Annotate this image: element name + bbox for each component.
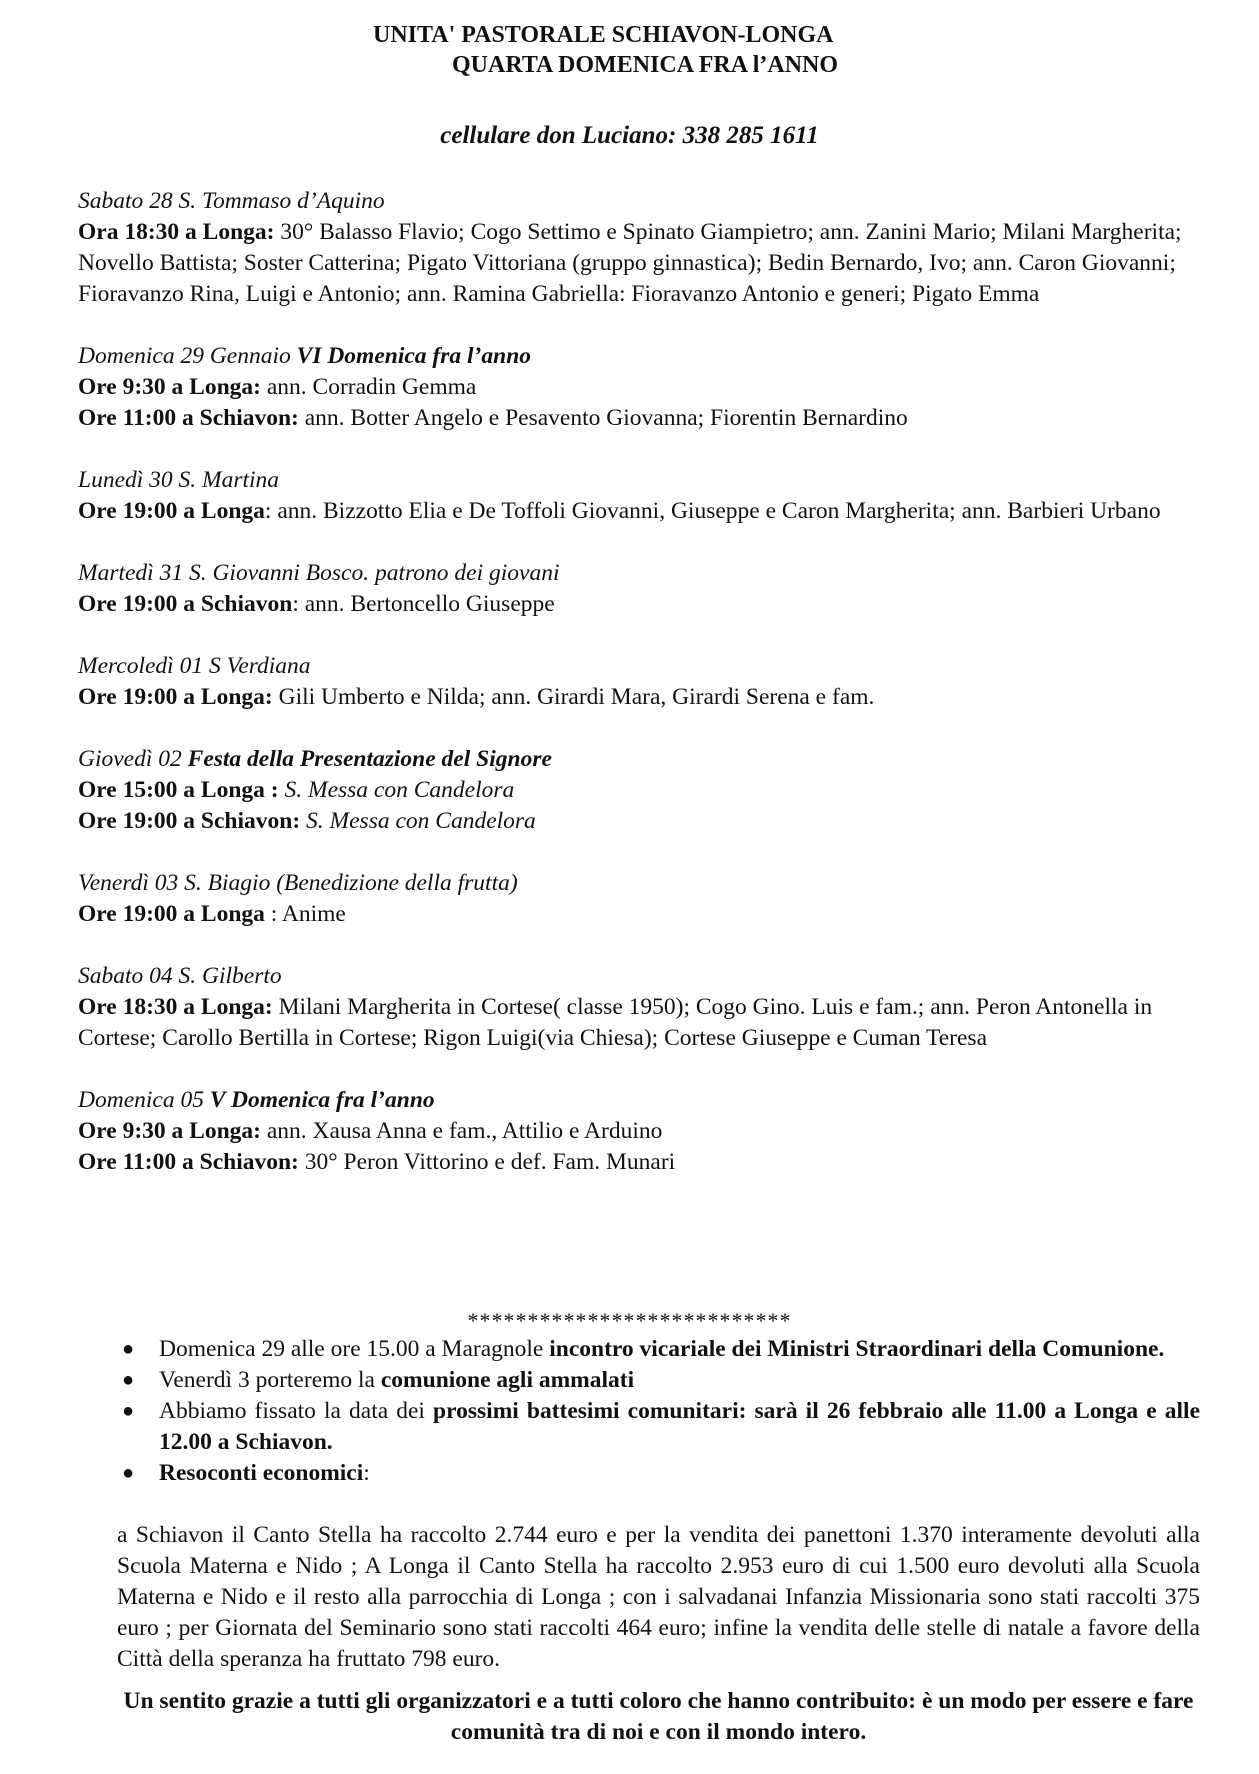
event-heading bbox=[78, 1085, 1233, 1116]
mass-time-place: Ore 19:00 a Schiavon bbox=[78, 591, 293, 617]
event-day: Venerdì 03 S. Biagio (Benedizione della frutta) bbox=[78, 870, 518, 896]
event-block bbox=[78, 1085, 1233, 1178]
mass-intentions: ann. Corradin Gemma bbox=[261, 374, 477, 400]
mass-time-place: Ore 18:30 a Longa: bbox=[78, 994, 273, 1020]
bullet-icon: ● bbox=[122, 1400, 135, 1422]
notice-text: Venerdì 3 porteremo la bbox=[159, 1367, 381, 1393]
event-block bbox=[78, 961, 1233, 1054]
mass-intentions: S. Messa con Candelora bbox=[284, 777, 515, 803]
mass-row bbox=[78, 372, 1233, 403]
notice-text: Abbiamo fissato la data dei bbox=[159, 1398, 434, 1424]
event-feast: VI Domenica fra l’anno bbox=[296, 343, 532, 369]
notice-highlight: prossimi battesimi comunitari: sarà il 26 febbraio alle 11.00 a Longa e alle 12.00 a Schiavon. bbox=[159, 1398, 1200, 1455]
notice-text: Domenica 29 alle ore 15.00 a Maragnole bbox=[159, 1336, 550, 1362]
mass-time-place: Ore 11:00 a Schiavon: bbox=[78, 405, 299, 431]
event-heading bbox=[78, 651, 1233, 682]
mass-intentions: ann. Botter Angelo e Pesavento Giovanna; Fiorentin Bernardino bbox=[298, 405, 908, 431]
event-block bbox=[78, 341, 1233, 434]
notice-highlight: Resoconti economici bbox=[159, 1460, 364, 1486]
event-day: Martedì 31 S. Giovanni Bosco. patrono dei giovani bbox=[78, 560, 560, 586]
mass-intentions: 30° Peron Vittorino e def. Fam. Munari bbox=[298, 1149, 676, 1175]
event-day: Sabato 28 S. Tommaso d’Aquino bbox=[78, 188, 385, 214]
mass-row bbox=[78, 1147, 1233, 1178]
mass-intentions: : ann. Bertoncello Giuseppe bbox=[292, 591, 555, 617]
section-separator: *************************** bbox=[467, 1308, 792, 1333]
event-block bbox=[78, 558, 1233, 620]
event-heading bbox=[78, 465, 1233, 496]
mass-time-place: Ore 19:00 a Longa bbox=[78, 901, 265, 927]
mass-time-place: Ora 18:30 a Longa: bbox=[78, 219, 275, 245]
mass-intentions: S. Messa con Candelora bbox=[306, 808, 536, 834]
event-heading bbox=[78, 868, 1233, 899]
notice-highlight: incontro vicariale dei Ministri Straordinari della Comunione. bbox=[549, 1336, 1165, 1362]
mass-row bbox=[78, 1116, 1233, 1147]
closing-thanks: Un sentito grazie a tutti gli organizzatori e a tutti coloro che hanno contribuito: è un modo per essere e fare comunità tra di noi e con il mondo intero. bbox=[123, 1688, 1194, 1745]
event-day: Mercoledì 01 S Verdiana bbox=[78, 653, 311, 679]
mass-row bbox=[78, 217, 1233, 310]
mass-time-place: Ore 19:00 a Longa bbox=[78, 498, 265, 524]
mass-row bbox=[78, 589, 1233, 620]
mass-intentions: : Anime bbox=[264, 901, 346, 927]
notices-list bbox=[117, 1334, 1200, 1489]
mass-time-place: Ore 19:00 a Longa: bbox=[78, 684, 273, 710]
bulletin-title-line2: QUARTA DOMENICA FRA l’ANNO bbox=[452, 52, 839, 78]
mass-time-place: Ore 9:30 a Longa: bbox=[78, 374, 261, 400]
event-day: Giovedì 02 bbox=[78, 746, 188, 772]
event-heading bbox=[78, 341, 1233, 372]
event-heading bbox=[78, 558, 1233, 589]
event-heading bbox=[78, 961, 1233, 992]
phone-contact: cellulare don Luciano: 338 285 1611 bbox=[440, 122, 819, 149]
mass-row bbox=[78, 899, 1233, 930]
mass-time-place: Ore 15:00 a Longa : bbox=[78, 777, 285, 803]
mass-intentions: Gili Umberto e Nilda; ann. Girardi Mara, Girardi Serena e fam. bbox=[272, 684, 875, 710]
bulletin-title-line1: UNITA' PASTORALE SCHIAVON-LONGA bbox=[373, 22, 834, 48]
mass-intentions: : ann. Bizzotto Elia e De Toffoli Giovanni, Giuseppe e Caron Margherita; ann. Barbieri Urbano bbox=[264, 498, 1161, 524]
mass-time-place: Ore 9:30 a Longa: bbox=[78, 1118, 261, 1144]
event-heading bbox=[78, 186, 1233, 217]
event-block bbox=[78, 465, 1233, 527]
event-block bbox=[78, 868, 1233, 930]
mass-row bbox=[78, 806, 1233, 837]
notice-item bbox=[117, 1458, 1200, 1489]
notice-item bbox=[117, 1334, 1200, 1365]
mass-intentions: 30° Balasso Flavio; Cogo Settimo e Spinato Giampietro; ann. Zanini Mario; Milani Margherita; Novello Battista; Soster Catterina; Pigato Vittoriana (gruppo ginnastica); Bedin Bernardo, Ivo; ann. Caron Giovanni; Fioravanzo Rina, Luigi e Antonio; ann. Ramina Gabriella: Fioravanzo Antonio e generi; Pigato Emma bbox=[78, 219, 1182, 307]
mass-row bbox=[78, 403, 1233, 434]
mass-row bbox=[78, 992, 1233, 1054]
notice-tail: : bbox=[363, 1460, 370, 1486]
bullet-icon: ● bbox=[122, 1338, 135, 1360]
event-block bbox=[78, 651, 1233, 713]
mass-schedule bbox=[78, 186, 1233, 1209]
mass-intentions: Milani Margherita in Cortese( classe 1950); Cogo Gino. Luis e fam.; ann. Peron Antonella in Cortese; Carollo Bertilla in Cortese; Rigon Luigi(via Chiesa); Cortese Giuseppe e Cuman Teresa bbox=[78, 994, 1153, 1051]
bullet-icon: ● bbox=[122, 1462, 135, 1484]
mass-row bbox=[78, 496, 1233, 527]
event-day: Domenica 05 bbox=[78, 1087, 210, 1113]
event-block bbox=[78, 744, 1233, 837]
mass-row bbox=[78, 775, 1233, 806]
event-day: Lunedì 30 S. Martina bbox=[78, 467, 280, 493]
event-feast: Festa della Presentazione del Signore bbox=[187, 746, 552, 772]
economic-report: a Schiavon il Canto Stella ha raccolto 2.744 euro e per la vendita dei panettoni 1.370 interamente devoluti alla Scuola Materna e Nido ; A Longa il Canto Stella ha raccolto 2.953 euro di cui 1.500 euro devoluti alla Scuola Materna e Nido e il resto alla parrocchia di Longa ; con i salvadanai Infanzia Missionaria sono stati raccolti 375 euro ; per Giornata del Seminario sono stati raccolti 464 euro; infine la vendita delle stelle di natale a favore della Città della speranza ha fruttato 798 euro. bbox=[117, 1522, 1200, 1672]
event-heading bbox=[78, 744, 1233, 775]
notice-item bbox=[117, 1365, 1200, 1396]
bullet-icon: ● bbox=[122, 1369, 135, 1391]
mass-row bbox=[78, 682, 1233, 713]
mass-time-place: Ore 19:00 a Schiavon: bbox=[78, 808, 307, 834]
event-feast: V Domenica fra l’anno bbox=[209, 1087, 435, 1113]
event-block bbox=[78, 186, 1233, 310]
notice-item bbox=[117, 1396, 1200, 1458]
event-day: Domenica 29 Gennaio bbox=[78, 343, 297, 369]
event-day: Sabato 04 S. Gilberto bbox=[78, 963, 282, 989]
mass-time-place: Ore 11:00 a Schiavon: bbox=[78, 1149, 299, 1175]
mass-intentions: ann. Xausa Anna e fam., Attilio e Arduino bbox=[261, 1118, 663, 1144]
notice-highlight: comunione agli ammalati bbox=[380, 1367, 635, 1393]
